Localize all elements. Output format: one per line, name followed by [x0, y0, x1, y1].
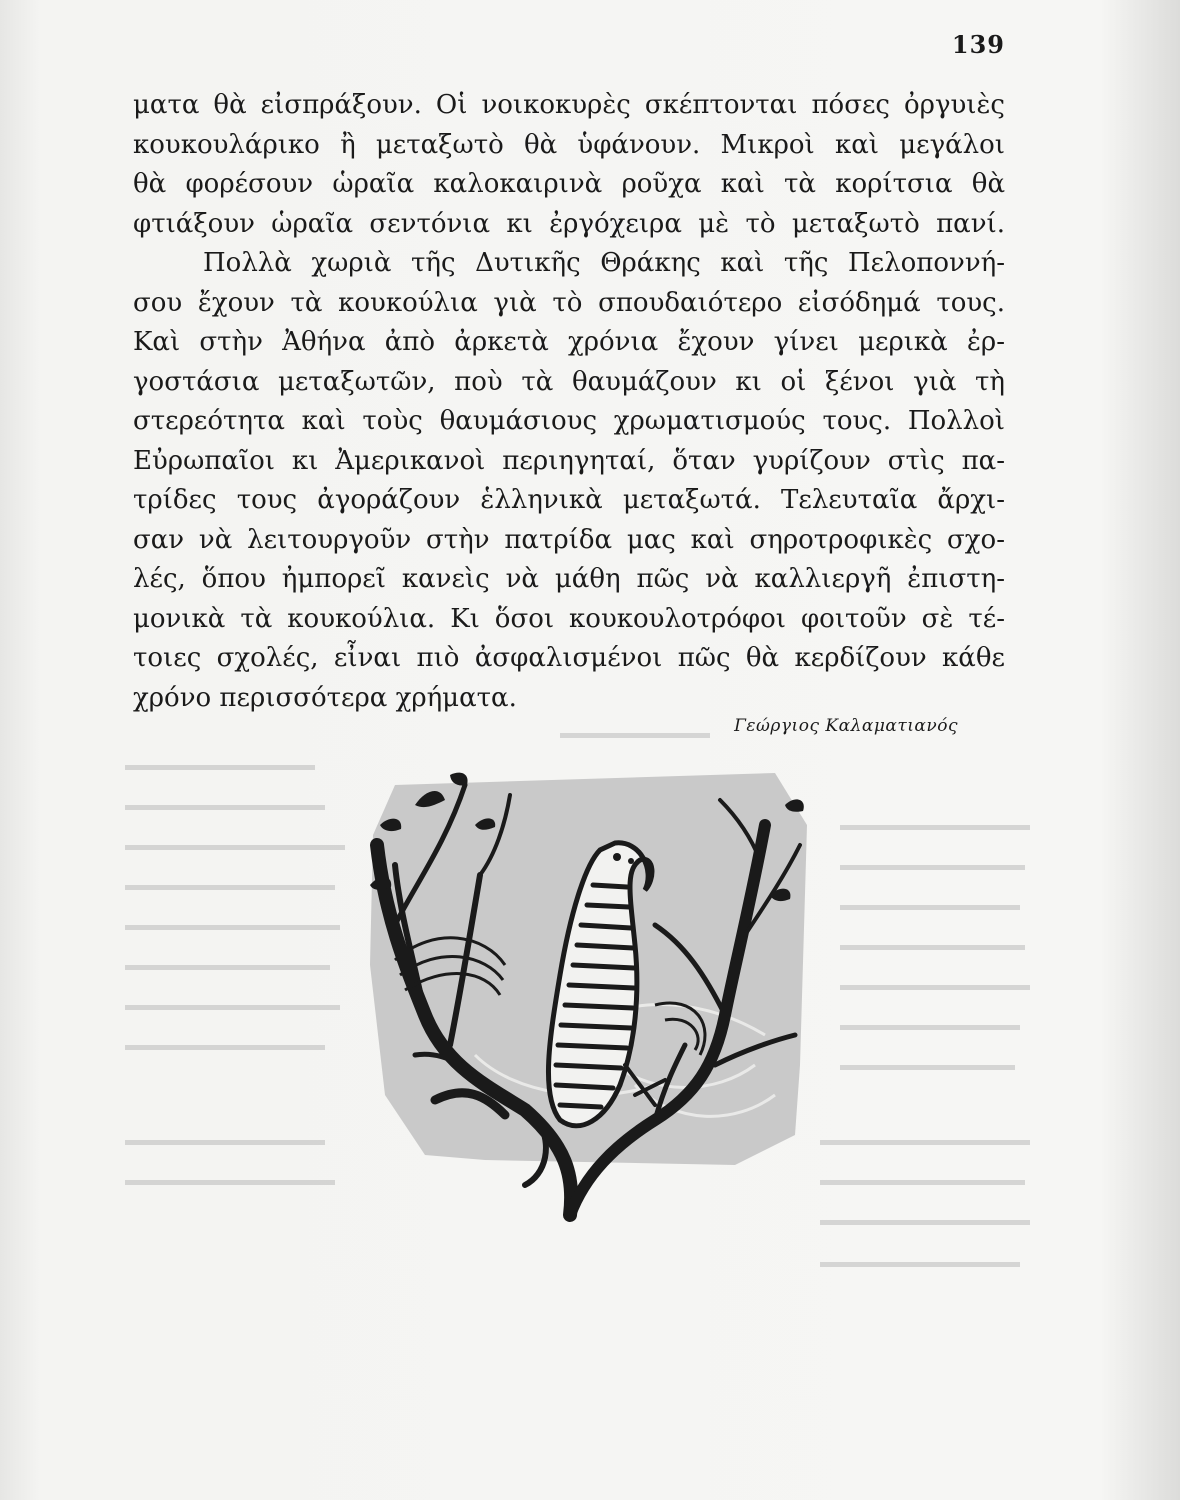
text-line: ματα θὰ εἰσπράξουν. Οἱ νοικοκυρὲς σκέπτονται πόσες ὀργυιὲς [133, 90, 1005, 120]
text-line: σαν νὰ λειτουργοῦν στὴν πατρίδα μας καὶ σηροτροφικὲς σχο- [133, 524, 1005, 555]
page-number: 139 [951, 30, 1005, 59]
text-line: λές, ὅπου ἠμπορεῖ κανεὶς νὰ μάθη πῶς νὰ καλλιεργῆ ἐπιστη- [133, 564, 1005, 594]
text-line: τρίδες τους ἀγοράζουν ἑλληνικὰ μεταξωτά. Τελευταῖα ἄρχι- [133, 485, 1005, 515]
text-line: θὰ φορέσουν ὡραῖα καλοκαιρινὰ ροῦχα καὶ τὰ κορίτσια θὰ [133, 169, 1005, 199]
text-line: μονικὰ τὰ κουκούλια. Κι ὅσοι κουκουλοτρόφοι φοιτοῦν σὲ τέ- [133, 603, 1005, 634]
text-line: κουκουλάρικο ἢ μεταξωτὸ θὰ ὑφάνουν. Μικροὶ καὶ μεγάλοι [133, 129, 1005, 160]
text-line: Εὐρωπαῖοι κι Ἀμερικανοὶ περιηγηταί, ὅταν γυρίζουν στὶς πα- [133, 445, 1005, 476]
text-line: χρόνο περισσότερα χρήματα. [133, 682, 517, 713]
text-line: Καὶ στὴν Ἀθήνα ἀπὸ ἀρκετὰ χρόνια ἔχουν γίνει μερικὰ ἐρ- [133, 327, 1005, 357]
text-line: φτιάξουν ὡραῖα σεντόνια κι ἐργόχειρα μὲ τὸ μεταξωτὸ πανί. [133, 208, 1005, 239]
silkworm-woodcut-icon [355, 765, 810, 1225]
author-signature: Γεώργιος Καλαματιανός [734, 716, 958, 736]
text-line: Πολλὰ χωριὰ τῆς Δυτικῆς Θράκης καὶ τῆς Πελοποννή- [203, 248, 1005, 278]
text-line: τοιες σχολές, εἶναι πιὸ ἀσφαλισμένοι πῶς θὰ κερδίζουν κάθε [133, 643, 1005, 673]
text-line: στερεότητα καὶ τοὺς θαυμάσιους χρωματισμούς τους. Πολλοὶ [133, 406, 1005, 436]
text-line: γοστάσια μεταξωτῶν, ποὺ τὰ θαυμάζουν κι οἱ ξένοι γιὰ τὴ [133, 366, 1005, 397]
text-line: σου ἔχουν τὰ κουκούλια γιὰ τὸ σπουδαιότερο εἰσόδημά τους. [133, 287, 1005, 318]
